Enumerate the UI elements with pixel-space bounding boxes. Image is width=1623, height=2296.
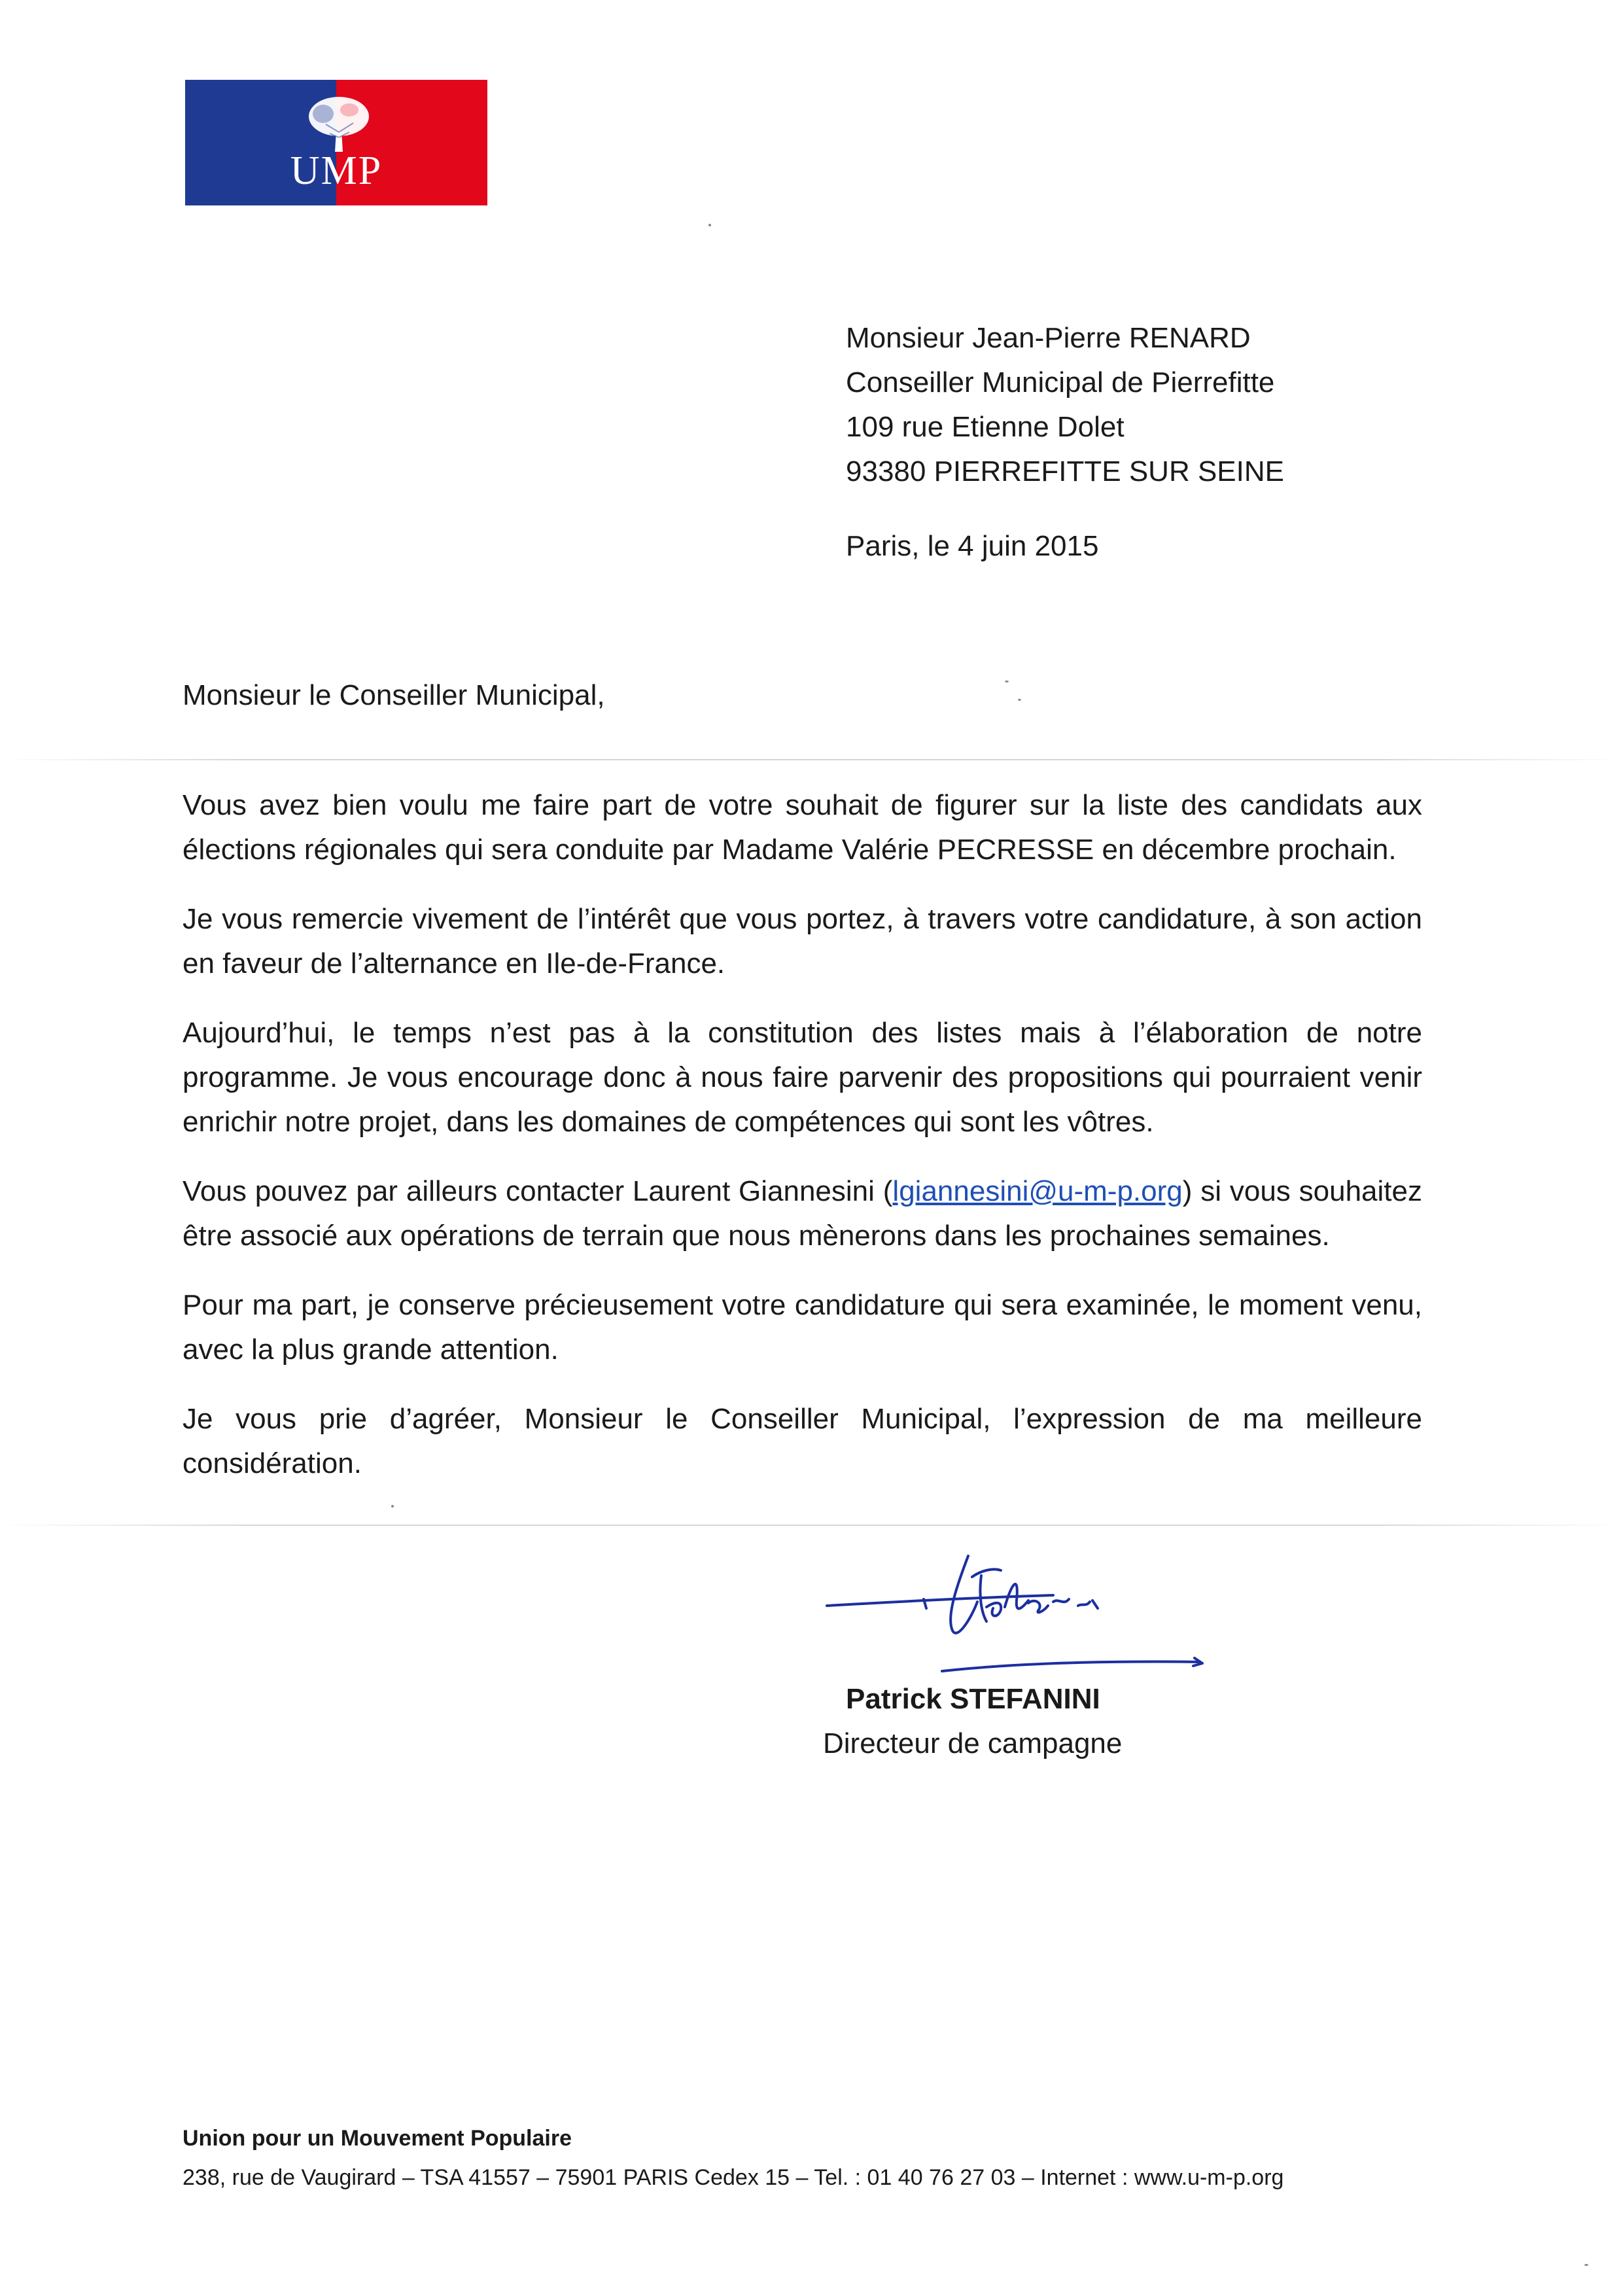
oak-tree-icon <box>300 92 378 157</box>
recipient-address <box>846 316 1284 494</box>
scan-speck <box>1018 699 1021 701</box>
letter-date: Paris, le 4 juin 2015 <box>846 530 1099 562</box>
scan-speck <box>1005 680 1009 682</box>
scan-speck <box>1584 2264 1588 2266</box>
body-paragraph: Aujourd’hui, le temps n’est pas à la constitution des listes mais à l’élaboration de notre programme. Je vous encourage donc à nous faire parvenir des propositions qui pourraient venir enrichir notre projet, dans les domaines de compétences qui sont les vôtres. <box>183 1017 1422 1138</box>
body-paragraph: Je vous remercie vivement de l’intérêt que vous portez, à travers votre candidature, à son action en faveur de l’alternance en Ile-de-France. <box>183 903 1422 980</box>
paragraph-text: Vous pouvez par ailleurs contacter Laurent Giannesini ( <box>183 1175 893 1207</box>
scan-speck <box>391 1505 394 1508</box>
footer-organization: Union pour un Mouvement Populaire <box>183 2126 572 2151</box>
scan-speck <box>708 224 711 226</box>
body-paragraph: Je vous prie d’agréer, Monsieur le Conseiller Municipal, l’expression de ma meilleure considération. <box>183 1403 1422 1479</box>
recipient-name: Monsieur Jean-Pierre RENARD <box>846 322 1251 354</box>
paragraph-text: ) si vous souhaitez être associé aux opérations de terrain que nous mènerons dans les prochaines semaines. <box>183 1175 1422 1252</box>
body-paragraph: Vous avez bien voulu me faire part de votre souhait de figurer sur la liste des candidats aux élections régionales qui sera conduite par Madame Valérie PECRESSE en décembre prochain. <box>183 789 1422 866</box>
party-logo <box>185 80 487 205</box>
recipient-city: 93380 PIERREFITTE SUR SEINE <box>846 455 1284 487</box>
signer-name: Patrick STEFANINI <box>846 1683 1100 1715</box>
recipient-function: Conseiller Municipal de Pierrefitte <box>846 366 1275 398</box>
salutation: Monsieur le Conseiller Municipal, <box>183 679 605 711</box>
handwritten-signature <box>818 1544 1223 1682</box>
footer-address: 238, rue de Vaugirard – TSA 41557 – 75901 PARIS Cedex 15 – Tel. : 01 40 76 27 03 – Internet : www.u-m-p.org <box>183 2165 1284 2190</box>
body-paragraph <box>183 1169 1422 1258</box>
signer-title: Directeur de campagne <box>823 1727 1123 1759</box>
paper-fold-line <box>0 1525 1623 1526</box>
body-paragraph: Pour ma part, je conserve précieusement votre candidature qui sera examinée, le moment venu, avec la plus grande attention. <box>183 1289 1422 1366</box>
email-link[interactable]: lgiannesini@u-m-p.org <box>892 1175 1183 1207</box>
letter-body <box>183 783 1422 1511</box>
logo-text: UMP <box>290 149 383 193</box>
recipient-street: 109 rue Etienne Dolet <box>846 411 1125 443</box>
paper-fold-line <box>0 759 1623 760</box>
letter-footer <box>183 2119 1283 2197</box>
